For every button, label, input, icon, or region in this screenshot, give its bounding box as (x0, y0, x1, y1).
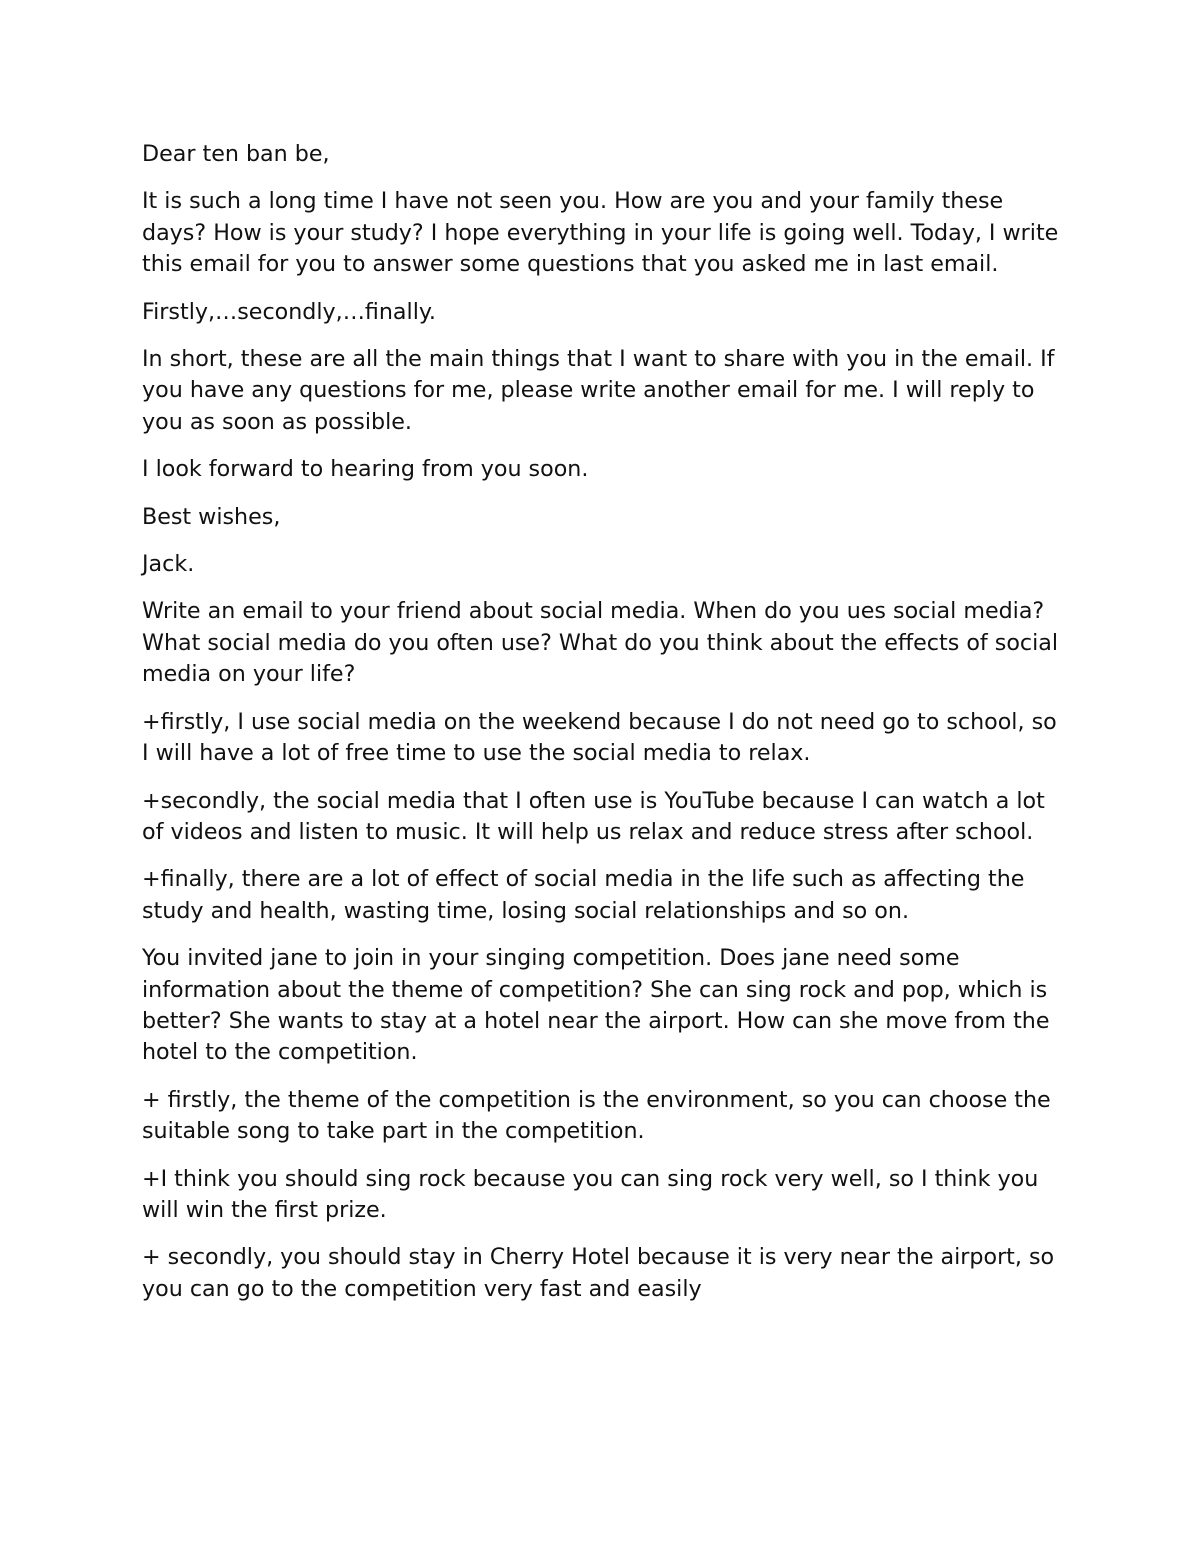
closing-line: I look forward to hearing from you soon. (142, 456, 589, 483)
answer-firstly: +firstly, I use social media on the weekend because I do not need go to school, so I will have a lot of free time to use the social media to relax. (142, 708, 1057, 767)
sign-off: Best wishes, (142, 503, 281, 530)
prompt-social-media: Write an email to your friend about social media. When do you ues social media? What social media do you often use? What do you think about the effects of social media on your life? (142, 598, 1059, 688)
document-body (142, 139, 1062, 1321)
summary-paragraph: In short, these are all the main things that I want to share with you in the email. If you have any questions for me, please write another email for me. I will reply to you as soon as possible. (142, 346, 1055, 435)
answer-secondly: +secondly, the social media that I often use is YouTube because I can watch a lot of videos and listen to music. It will help us relax and reduce stress after school. (142, 787, 1045, 845)
answer-music-genre: +I think you should sing rock because you can sing rock very well, so I think you will win the first prize. (142, 1165, 1039, 1223)
answer-theme: + firstly, the theme of the competition is the environment, so you can choose the suitable song to take part in the competition. (142, 1086, 1051, 1145)
signature-name: Jack. (142, 551, 195, 578)
prompt-singing-competition: You invited jane to join in your singing competition. Does jane need some information about the theme of competition? She can sing rock and pop, which is better? She wants to stay at a hotel near the airport. How can she move from the hotel to the competition. (142, 945, 1050, 1066)
answer-finally: +finally, there are a lot of effect of social media in the life such as affecting the study and health, wasting time, losing social relationships and so on. (142, 866, 1025, 924)
greeting: Dear ten ban be, (142, 141, 330, 167)
outline-paragraph: Firstly,…secondly,…finally. (142, 298, 436, 325)
intro-paragraph: It is such a long time I have not seen you. How are you and your family these days? How is your study? I hope everything in your life is going well. Today, I write this email for you to answer some questions that you asked me in last email. (142, 188, 1059, 278)
answer-hotel: + secondly, you should stay in Cherry Hotel because it is very near the airport, so you can go to the competition very fast and easily (142, 1244, 1055, 1302)
